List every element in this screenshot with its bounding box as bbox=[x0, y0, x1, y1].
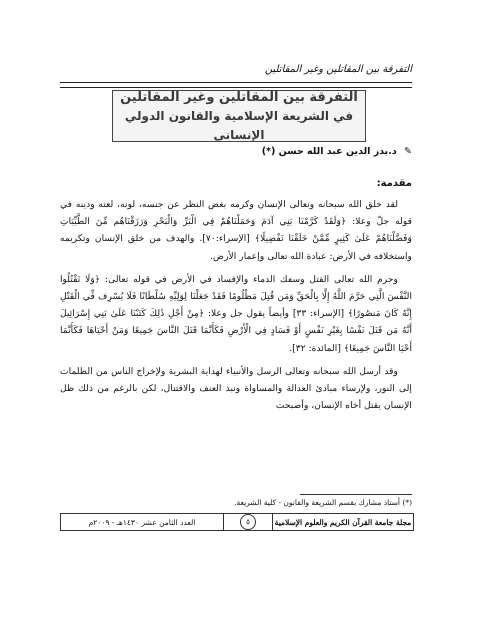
running-header: التفرقة بين المقاتلين وغير المقاتلين bbox=[264, 64, 412, 75]
paragraph: وحرم الله تعالى القتل وسفك الدماء والإفساد في الأرض في قوله تعالى: ﴿وَلَا تَقْتُلُوا النَّفْسَ الَّتِي حَرَّمَ اللَّهُ إِلَّا بِالْحَقِّ وَمَن قُتِلَ مَظْلُومًا فَقَدْ جَعَلْنَا لِوَلِيِّهِ سُلْطَانًا فَلَا يُسْرِف فِّي الْقَتْلِ إِنَّهُ كَانَ مَنصُورًا﴾ [الإسراء: ٣٣] وأيضاً يقول جل وعلا: ﴿مِنْ أَجْلِ ذَٰلِكَ كَتَبْنَا عَلَىٰ بَنِي إِسْرَائِيلَ أَنَّهُ مَن قَتَلَ نَفْسًا بِغَيْرِ نَفْسٍ أَوْ فَسَادٍ فِي الْأَرْضِ فَكَأَنَّمَا قَتَلَ النَّاسَ جَمِيعًا وَمَنْ أَحْيَاهَا فَكَأَنَّمَا أَحْيَا النَّاسَ جَمِيعًا﴾ [المائدة: ٣٢]. bbox=[60, 273, 412, 354]
page-number: ٥ bbox=[240, 514, 256, 530]
footnote: (*) أستاذ مشارك بقسم الشريعة والقانون - كلية الشريعة. bbox=[234, 498, 412, 507]
body-text bbox=[60, 196, 412, 486]
section-heading: مقدمة: bbox=[376, 178, 412, 189]
title-box bbox=[112, 90, 366, 142]
footer-journal: مجلة جامعة القرآن الكريم والعلوم الإسلامية bbox=[274, 517, 412, 527]
paragraph: لقد خلق الله سبحانه وتعالى الإنسان وكرمه بغض النظر عن جنسه، لونه، لغته ودينه في قوله جلّ وعلا: ﴿وَلَقَدْ كَرَّمْنَا بَنِي آدَمَ وَحَمَلْنَاهُمْ فِي الْبَرِّ وَالْبَحْرِ وَرَزَقْنَاهُم مِّنَ الطَّيِّبَاتِ وَفَضَّلْنَاهُمْ عَلَىٰ كَثِيرٍ مِّمَّنْ خَلَقْنَا تَفْضِيلًا﴾ [الإسراء:٧٠]. والهدف من خلق الإنسان وتكريمه واستخلافه في الأرض: عبادة الله تعالى وإعمار الأرض. bbox=[60, 199, 412, 262]
footer-issue: العدد الثامن عشر ١٤٣٠هـ - ٢٠٠٩م bbox=[88, 517, 196, 527]
title-line-1: التفرقة بين المقاتلين وغير المقاتلين bbox=[120, 89, 358, 105]
paragraph: وقد أرسل الله سبحانه وتعالى الرسل والأنبياء لهداية البشرية ولإخراج الناس من الظلمات إلى النور، ولإرساء مبادئ العدالة والمساواة ونبذ العنف والاقتتال، لكن بالرغم من ذلك ظل الإنسان يقتل أخاه الإنسان، وأصبحت bbox=[60, 365, 412, 412]
author-line bbox=[220, 146, 412, 162]
title-line-2: في الشريعة الإسلامية والقانون الدولي الإنساني bbox=[124, 108, 354, 142]
footer-bar bbox=[60, 513, 414, 531]
author-name: د.بدر الدين عبد الله حسن bbox=[278, 146, 397, 157]
footer-page bbox=[223, 514, 273, 530]
author-footnote-mark: (*) bbox=[261, 146, 276, 157]
pen-icon: ✎ bbox=[404, 146, 412, 157]
footnote-rule bbox=[300, 494, 412, 495]
